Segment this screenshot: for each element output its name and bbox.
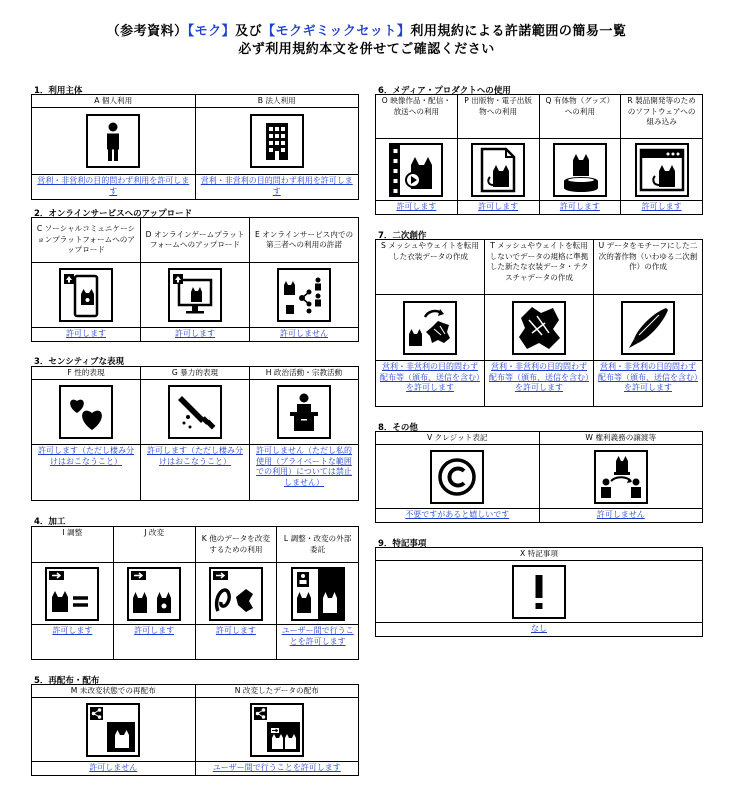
section-7-table (375, 239, 703, 407)
section-title-5: 5．再配布・配布 (34, 676, 100, 686)
cell-t (484, 240, 593, 406)
share-modified-icon (250, 703, 304, 757)
modify-cats-icon (127, 567, 181, 621)
share-cat-icon (86, 703, 140, 757)
cell-l (276, 527, 358, 659)
cell-i-label: I 調整 (32, 527, 113, 563)
cell-q (539, 95, 621, 214)
section-5-table (31, 684, 359, 776)
cell-v (376, 432, 539, 522)
cell-x (376, 548, 702, 636)
cell-a-answer: 営利・非営利の目的問わず利用を許可します (37, 176, 190, 196)
cell-k-answer: 許可します (215, 626, 256, 635)
cell-i (32, 527, 113, 659)
cell-s-label: S メッシュやウェイトを転用した衣装データの作成 (376, 240, 484, 295)
section-6-table (375, 94, 703, 215)
cell-k-label: K 他のデータを改変するための利用 (196, 527, 277, 563)
cell-i-answer: 許可します (52, 626, 93, 635)
cell-w (539, 432, 703, 522)
cell-g (140, 367, 249, 500)
cell-o-label: O 映像作品・配信・放送への利用 (376, 95, 457, 139)
title-suffix: 利用規約による許諾範囲の簡易一覧 (410, 24, 627, 39)
cell-b (195, 95, 359, 199)
title-moku: 【モク】 (187, 24, 236, 39)
figure-stand-icon (553, 143, 607, 197)
morph-icon (209, 567, 263, 621)
cell-t-label: T メッシュやウェイトを転用しないでデータの規格に準拠した新たな衣装データ・テクスチャデータの作成 (485, 240, 593, 295)
section-9-table (375, 547, 703, 637)
cell-j (113, 527, 195, 659)
cell-u-answer: 営利・非営利の目的問わず配布等（頒布、送信を含む）を許可します (598, 362, 698, 392)
cell-m-label: M 未改変状態での再配布 (32, 685, 195, 698)
cell-b-label: B 法人利用 (196, 95, 359, 108)
software-window-icon (635, 143, 689, 197)
section-4-table (31, 526, 359, 660)
section-title-3: 3．センシティブな表現 (34, 357, 125, 367)
cell-b-answer: 営利・非営利の目的問わず利用を許可します (200, 176, 353, 196)
cell-d-answer: 許可します (175, 329, 215, 338)
office-building-icon (250, 114, 304, 168)
section-title-4: 4．加工 (34, 517, 66, 527)
cell-r-label: R 製品開発等のためのソフトウェアへの組み込み (621, 95, 702, 139)
section-8-table (375, 431, 703, 523)
cell-h-answer: 許可しません（ただし私的使用（プライベートな範囲での利用）については禁止しません） (256, 446, 352, 487)
share-to-people-icon (277, 268, 331, 322)
title-prefix: （参考資料） (106, 24, 188, 39)
speaker-podium-icon (277, 385, 331, 439)
document-cat-icon (471, 143, 525, 197)
copyright-icon (430, 450, 484, 504)
cell-r-answer: 許可します (641, 202, 682, 211)
cell-r (620, 95, 702, 214)
cell-g-answer: 許可します（ただし棲み分けはおこなうこと） (147, 446, 243, 466)
cell-h (249, 367, 358, 500)
cell-c-answer: 許可します (66, 329, 106, 338)
pen-icon (621, 301, 675, 355)
cell-a (32, 95, 195, 199)
cell-v-answer: 不要ですがあると嬉しいです (405, 510, 510, 519)
title-oyobi: 及び (235, 24, 263, 39)
cell-a-label: A 個人利用 (32, 95, 195, 108)
cell-u-label: U データをモチーフにした二次的著作物（いわゆる二次創作）の作成 (594, 240, 702, 295)
section-1-table (31, 94, 359, 200)
cell-q-answer: 許可します (559, 202, 600, 211)
section-title-8: 8．その他 (378, 423, 418, 433)
bloody-knife-icon (168, 385, 222, 439)
page-title-line-1 (0, 20, 733, 39)
video-play-icon (389, 143, 443, 197)
upload-phone-icon (59, 268, 113, 322)
section-title-2: 2．オンラインサービスへのアップロード (34, 209, 193, 219)
exclamation-icon (512, 565, 566, 619)
cell-n (195, 685, 359, 775)
page-title-line-2: 必ず利用規約本文を併せてご確認ください (238, 42, 495, 57)
cell-c (32, 218, 140, 341)
cell-o-answer: 許可します (396, 202, 437, 211)
cell-w-answer: 許可しません (596, 510, 645, 519)
cell-f (32, 367, 140, 500)
cell-n-answer: ユーザー間で行うことを許可します (212, 763, 341, 772)
cell-q-label: Q 有体物（グッズ）への利用 (540, 95, 621, 139)
cell-c-label: C ソーシャルコミュニケーションプラットフォームへのアップロード (32, 218, 140, 263)
cell-h-label: H 政治活動・宗教活動 (250, 367, 358, 380)
cell-l-label: L 調整・改変の外部委託 (277, 527, 358, 563)
cell-g-label: G 暴力的表現 (141, 367, 249, 380)
section-title-6: 6．メディア・プロダクトへの使用 (378, 86, 511, 96)
cell-d (140, 218, 249, 341)
section-title-7: 7．二次創作 (378, 231, 427, 241)
cell-e (249, 218, 358, 341)
person-icon (86, 114, 140, 168)
cell-p-answer: 許可します (478, 202, 519, 211)
cell-n-label: N 改変したデータの配布 (196, 685, 359, 698)
fabric-icon (512, 301, 566, 355)
cell-s-answer: 営利・非営利の目的問わず配布等（頒布、送信を含む）を許可します (380, 362, 480, 392)
cell-k (195, 527, 277, 659)
cell-x-answer: なし (531, 624, 547, 633)
cell-j-label: J 改変 (114, 527, 195, 563)
rights-transfer-icon (594, 450, 648, 504)
section-title-9: 9．特記事項 (378, 539, 427, 549)
section-title-1: 1．利用主体 (34, 86, 83, 96)
cell-w-label: W 権利義務の譲渡等 (540, 432, 703, 445)
cell-m-answer: 許可しません (89, 763, 138, 772)
cell-v-label: V クレジット表記 (376, 432, 539, 445)
title-gimmick-set: 【モクギミックセット】 (262, 24, 411, 39)
cell-o (376, 95, 457, 214)
cell-l-answer: ユーザー間で行うことを許可します (281, 626, 354, 646)
cell-f-answer: 許可します（ただし棲み分けはおこなうこと） (38, 446, 134, 466)
adjust-equal-icon (45, 567, 99, 621)
cell-p-label: P 出版物・電子出版物への利用 (458, 95, 539, 139)
cell-m (32, 685, 195, 775)
hearts-icon (59, 385, 113, 439)
upload-monitor-icon (168, 268, 222, 322)
section-3-table (31, 366, 359, 501)
cell-u (593, 240, 702, 406)
cell-t-answer: 営利・非営利の目的問わず配布等（頒布、送信を含む）を許可します (489, 362, 589, 392)
cell-j-answer: 許可します (134, 626, 175, 635)
cell-d-label: D オンラインゲームプラットフォームへのアップロード (141, 218, 249, 263)
cell-f-label: F 性的表現 (32, 367, 140, 380)
cell-e-answer: 許可しません (280, 329, 328, 338)
cell-x-label: X 特記事項 (376, 548, 702, 561)
cell-s (376, 240, 484, 406)
section-2-table (31, 217, 359, 342)
cell-e-label: E オンラインサービス内での第三者への利用の許諾 (250, 218, 358, 263)
outsource-icon (291, 567, 345, 621)
cell-p (457, 95, 539, 214)
fabric-recycle-icon (403, 301, 457, 355)
